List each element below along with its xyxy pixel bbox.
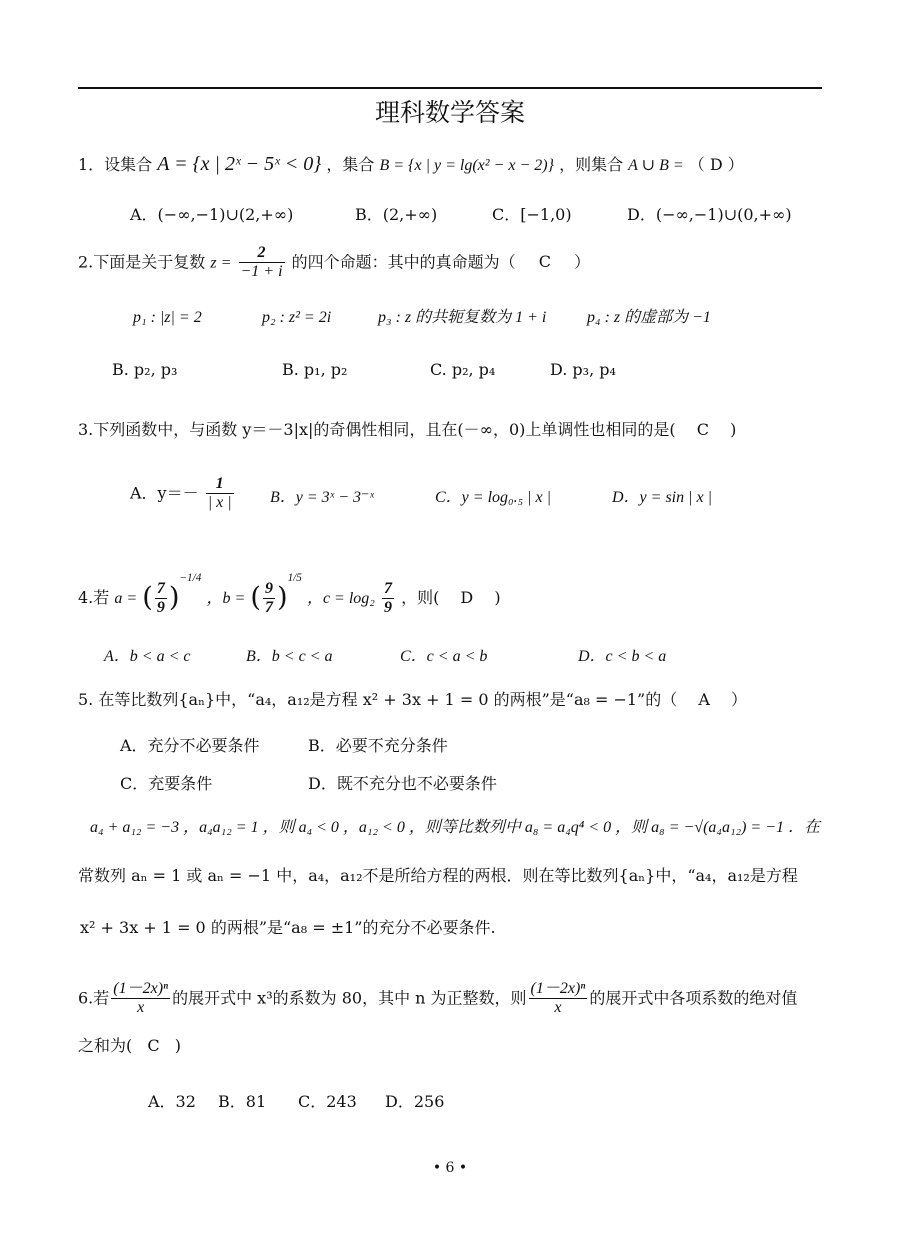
q2-prop-3: p₃ : z 的共轭复数为 1 + i: [378, 309, 547, 326]
page-number: • 6 •: [432, 1160, 468, 1176]
q2-prop-2: p₂ : z² = 2i: [262, 309, 332, 326]
q5-solution-line-2: 常数列 aₙ = 1 或 aₙ = −1 中，a₄，a₁₂不是所给方程的两根．则在等比数列{aₙ}中，“a₄，a₁₂是方程: [78, 866, 798, 885]
q4-prefix: 4.若: [78, 588, 110, 607]
q4-close: ): [494, 588, 501, 607]
q3-option-a: [130, 475, 236, 513]
q4-c-num: 7: [382, 580, 394, 599]
q6-option-b: B．81: [218, 1092, 267, 1111]
q3-option-a-den: | x |: [207, 494, 232, 512]
q2-stem: [78, 244, 590, 282]
q6-suffix: 的展开式中各项系数的绝对值: [589, 988, 798, 1008]
q4-option-b: B．b < c < a: [246, 648, 333, 665]
q4-option-d: D．c < b < a: [578, 648, 667, 665]
q6-stem: [78, 980, 797, 1018]
q4-answer: D: [460, 588, 474, 607]
page-title: 理科数学答案: [374, 98, 525, 127]
q1-set-b: B = {x | y = lg(x² − x − 2)}: [379, 157, 554, 174]
q2-option-b: B. p₁, p₂: [282, 360, 348, 379]
q5-stem: [78, 690, 747, 709]
q3-close: ): [730, 420, 737, 439]
q3-option-a-prefix: A．y＝－: [130, 483, 199, 503]
q6-fraction-1: [111, 980, 170, 1018]
q2-suffix: 的四个命题：其中的真命题为（: [291, 252, 516, 272]
q2-fraction-num: 2: [239, 244, 285, 263]
q3-option-a-num: 1: [206, 475, 234, 494]
q4-stem: [78, 572, 501, 617]
q3-stem: [78, 420, 736, 439]
q4-b-exponent: 1/5: [287, 572, 302, 584]
q1-option-a: A．(−∞,−1)∪(2,+∞): [130, 205, 294, 224]
q1-set-a: A = {x | 2ˣ − 5ˣ < 0}: [157, 153, 322, 175]
q3-option-a-fraction: [206, 475, 234, 513]
q6-fraction-2: [529, 980, 588, 1018]
q1-mid: ，集合: [326, 155, 375, 174]
q5-option-c: C．充要条件: [120, 774, 213, 793]
q2-fraction: [239, 244, 285, 282]
q4-b-num: 9: [263, 580, 275, 599]
q4-b-close-paren: ): [276, 582, 288, 614]
q2-z: z =: [210, 254, 232, 272]
q6-line-2: [78, 1036, 181, 1055]
q1-union: A ∪ B =: [628, 157, 684, 174]
q4-a-open-paren: (: [142, 582, 153, 614]
q4-option-c: C．c < a < b: [400, 648, 488, 665]
q1-answer: （ D ）: [688, 155, 744, 174]
q1-stem: [78, 152, 744, 176]
q3-option-c: C．y = log₀.₅ | x |: [435, 489, 552, 506]
q5-text: 5. 在等比数列{aₙ}中，“a₄，a₁₂是方程 x² + 3x + 1 = 0 的两根”是“a₈ = −1”的（: [78, 690, 678, 709]
q5-solution-line-1: a₄ + a₁₂ = −3 ，a₄a₁₂ = 1 ，则 a₄ < 0 ，a₁₂ < 0 ，则等比数列中 a₈ = a₄q⁴ < 0 ，则 a₈ = −√(a₄a₁₂) = −1 ．在: [90, 819, 821, 836]
q2-option-c: C. p₂, p₄: [430, 360, 496, 379]
q5-close: ）: [731, 690, 748, 709]
q4-a-den: 9: [156, 599, 165, 616]
q6-fraction-1-den: x: [137, 999, 145, 1017]
q6-option-d: D．256: [385, 1092, 445, 1111]
q1-prefix: 1．设集合: [78, 155, 153, 174]
q4-a-close-paren: ): [168, 582, 180, 614]
q6-fraction-2-num: (1－2x)ⁿ: [529, 980, 588, 999]
q4-b-den: 7: [264, 599, 273, 616]
q1-option-d: D．(−∞,−1)∪(0,+∞): [627, 205, 792, 224]
q1-option-b: B．(2,+∞): [355, 205, 438, 224]
q4-b-open-paren: (: [250, 582, 261, 614]
q2-answer: C: [538, 252, 551, 272]
q4-b-label: ，b =: [206, 590, 246, 607]
header-rule: [78, 87, 822, 89]
q2-close: ）: [574, 252, 591, 272]
q2-option-a: B. p₂, p₃: [112, 360, 178, 379]
q6-option-a: A．32: [148, 1092, 196, 1111]
q3-option-d: D．y = sin | x |: [612, 489, 713, 506]
q4-a-label: a =: [114, 590, 138, 607]
q4-a-exponent: −1/4: [179, 572, 202, 584]
q4-c-label: ，c = log₂: [306, 590, 375, 607]
q2-fraction-den: −1 + i: [240, 263, 283, 281]
q5-answer: A: [698, 690, 710, 709]
q2-prop-4: p₄ : z 的虚部为 −1: [587, 309, 711, 326]
q6-fraction-1-num: (1－2x)ⁿ: [111, 980, 170, 999]
q6-close: ): [174, 1036, 181, 1055]
q6-line-2-text: 之和为(: [78, 1036, 133, 1055]
q4-suffix: ，则(: [401, 588, 440, 607]
q6-mid: 的展开式中 x³的系数为 80，其中 n 为正整数，则: [172, 988, 527, 1008]
q4-option-a: A．b < a < c: [104, 648, 191, 665]
q3-text: 3.下列函数中，与函数 y＝－3|x|的奇偶性相同，且在(－∞，0)上单调性也相同的是(: [78, 420, 676, 439]
q2-option-d: D. p₃, p₄: [550, 360, 616, 379]
q2-prop-1: p₁ : |z| = 2: [133, 309, 202, 326]
q5-option-d: D．既不充分也不必要条件: [308, 774, 497, 793]
q5-option-b: B．必要不充分条件: [308, 736, 448, 755]
q6-fraction-2-den: x: [554, 999, 562, 1017]
q6-prefix: 6.若: [78, 988, 110, 1008]
q4-c-den: 9: [383, 599, 392, 616]
q1-suffix: ，则集合: [559, 155, 624, 174]
q5-solution-line-3: x² + 3x + 1 = 0 的两根”是“a₈ = ±1”的充分不必要条件.: [80, 918, 496, 937]
q3-answer: C: [696, 420, 709, 439]
q4-a-num: 7: [155, 580, 167, 599]
q1-option-c: C．[−1,0): [492, 205, 572, 224]
q4-a-fraction: [155, 580, 167, 618]
q4-c-fraction: [382, 580, 394, 618]
q5-option-a: A．充分不必要条件: [120, 736, 260, 755]
q3-option-b: B．y = 3ˣ − 3⁻ˣ: [270, 489, 374, 506]
q2-prefix: 2.下面是关于复数: [78, 252, 206, 272]
q6-answer: C: [147, 1036, 160, 1055]
q6-option-c: C．243: [298, 1092, 357, 1111]
q4-b-fraction: [263, 580, 275, 618]
